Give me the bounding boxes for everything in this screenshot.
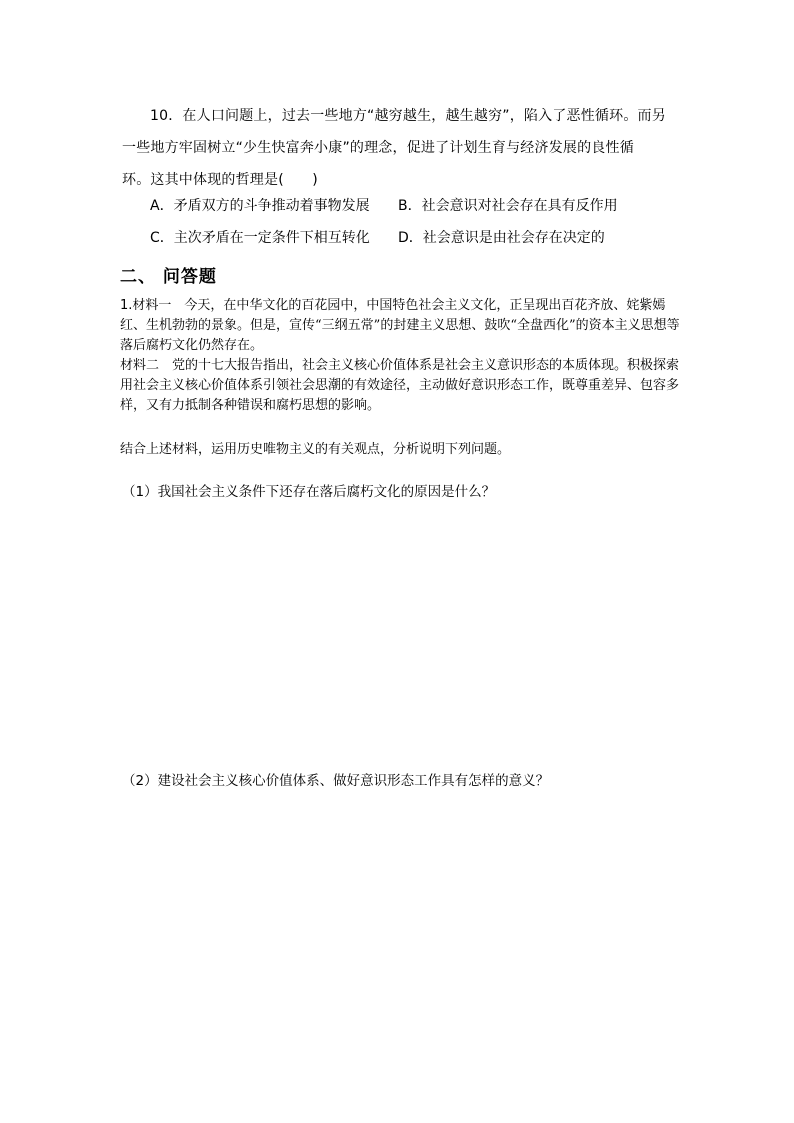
sub-question-1: （1）我国社会主义条件下还存在落后腐朽文化的原因是什么？ (122, 484, 496, 500)
option-b: B．社会意识对社会存在具有反作用 (398, 198, 618, 214)
question-10-options (150, 190, 618, 254)
options-row-2 (150, 222, 618, 254)
option-c: C．主次矛盾在一定条件下相互转化 (150, 230, 370, 246)
material-2: 材料二 党的十七大报告指出，社会主义核心价值体系是社会主义意识形态的本质体现。积极探索用社会主义核心价值体系引领社会思潮的有效途径，主动做好意识形态工作，既尊重差异、包容多样，又有力抵制各种错误和腐朽思想的影响。 (120, 358, 680, 413)
material-1-quote-1: “三纲五常” (315, 318, 381, 333)
option-d: D．社会意识是由社会存在决定的 (398, 230, 605, 246)
sub-question-2: （2）建设社会主义核心价值体系、做好意识形态工作具有怎样的意义？ (122, 773, 550, 789)
material-1-prefix: 1.材料一 今天，在中华文化的百花园中，中国特色社会主义文化，正呈现出百花齐放、姹紫嫣红、生机勃勃的景象。但是，宣传 (120, 298, 666, 333)
question-10-line-1: 10．在人口问题上，过去一些地方“越穷越生，越生越穷”，陷入了恶性循环。而另 (150, 108, 666, 124)
question-1-materials (120, 296, 680, 416)
question-10-stem (122, 100, 680, 196)
material-1-suffix: 的资本主义思想等落后腐朽文化仍然存在。 (120, 318, 680, 353)
question-1-instruction: 结合上述材料，运用历史唯物主义的有关观点，分析说明下列问题。 (120, 442, 511, 457)
material-1-mid: 的封建主义思想、鼓吹 (380, 318, 511, 333)
question-10-line-2: 一些地方牢固树立“少生快富奔小康”的理念，促进了计划生育与经济发展的良性循 (122, 140, 634, 156)
material-1 (120, 296, 680, 356)
question-10-line-3: 环。这其中体现的哲理是( ) (122, 172, 318, 188)
section-2-title: 二、 问答题 (120, 267, 217, 287)
options-row-1 (150, 190, 618, 222)
option-a: A．矛盾双方的斗争推动着事物发展 (150, 198, 370, 214)
material-1-quote-2: “全盘西化” (510, 318, 576, 333)
